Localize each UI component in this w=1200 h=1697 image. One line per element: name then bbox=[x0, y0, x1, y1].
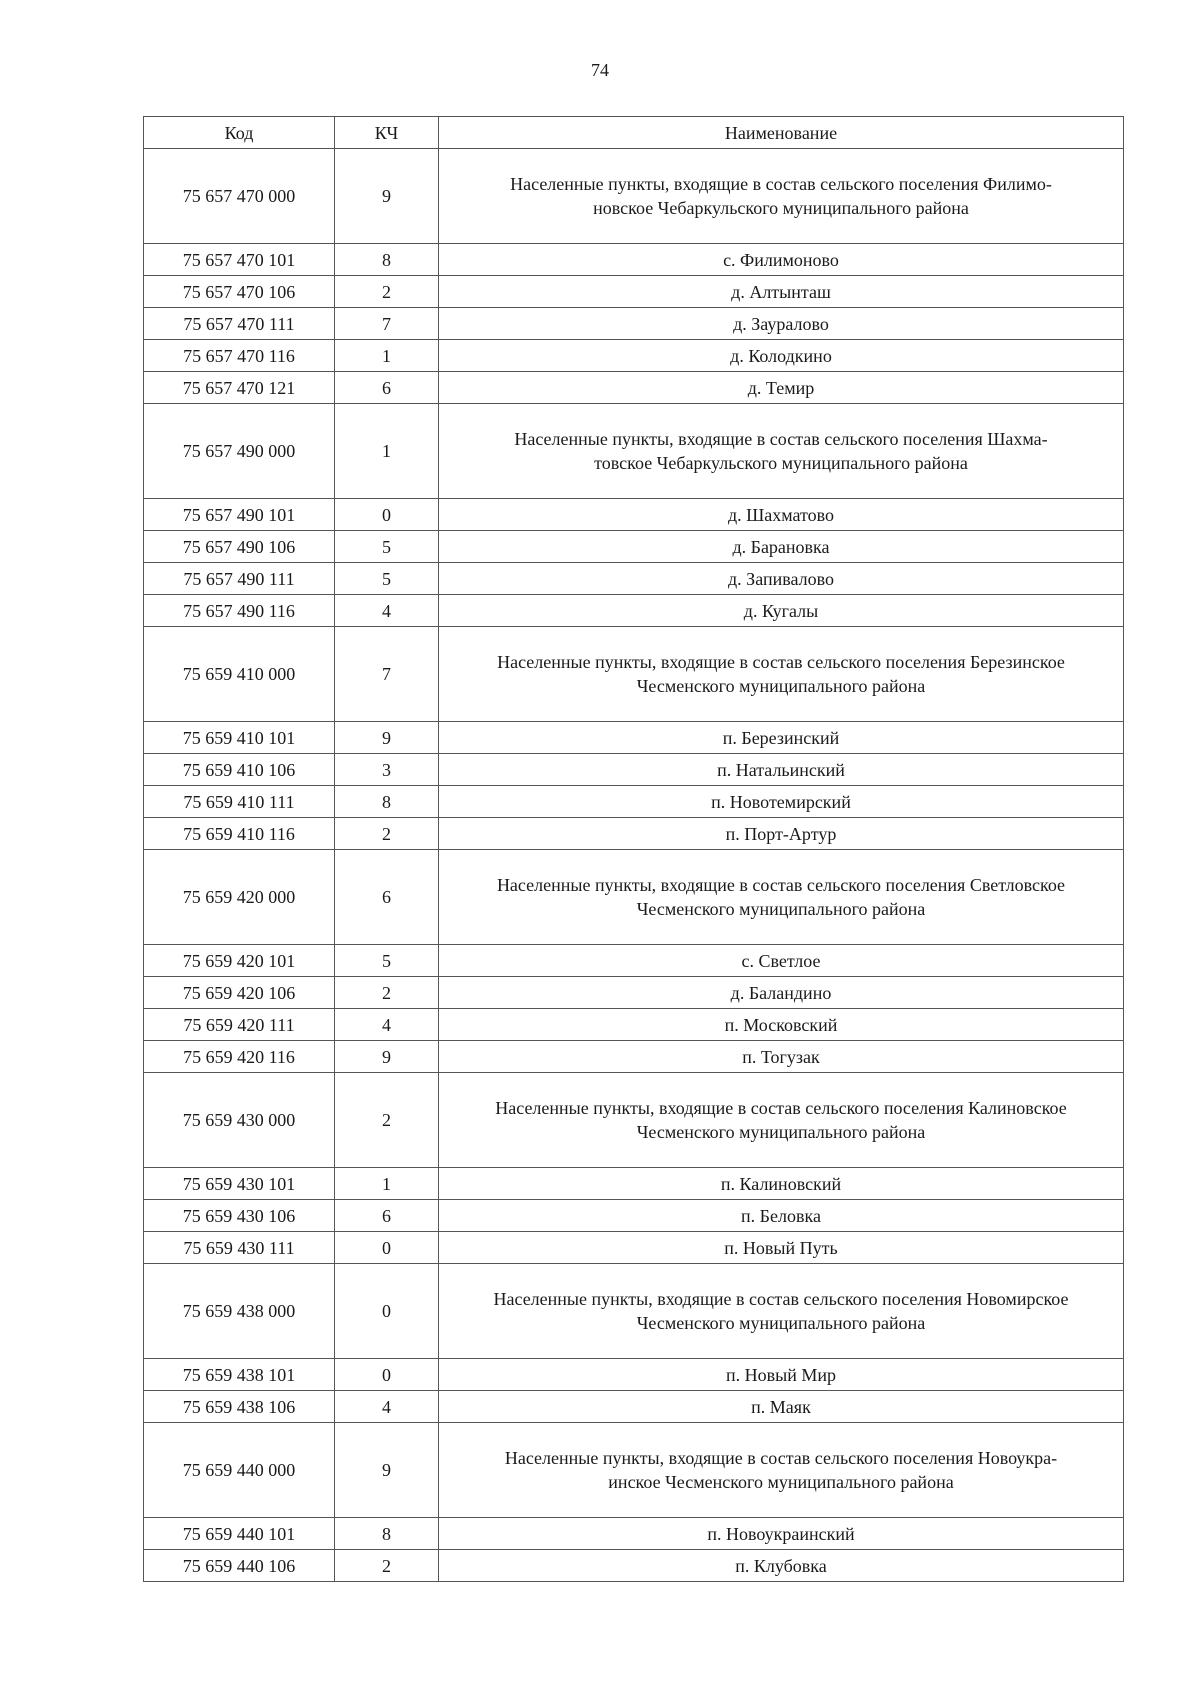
name-cell: Населенные пункты, входящие в состав сельского поселения Калиновское Чесменского муниципального района bbox=[439, 1073, 1124, 1168]
name-cell: с. Светлое bbox=[439, 945, 1124, 977]
name-cell: д. Темир bbox=[439, 372, 1124, 404]
column-header-name: Наименование bbox=[439, 117, 1124, 149]
table-row bbox=[144, 1550, 1124, 1582]
code-cell: 75 659 410 000 bbox=[144, 627, 335, 722]
name-cell: Населенные пункты, входящие в состав сельского поселения Филимо- новское Чебаркульского муниципального района bbox=[439, 149, 1124, 244]
table-row bbox=[144, 276, 1124, 308]
column-header-code: Код bbox=[144, 117, 335, 149]
check-cell: 9 bbox=[335, 149, 439, 244]
table-row bbox=[144, 1518, 1124, 1550]
code-cell: 75 659 410 101 bbox=[144, 722, 335, 754]
table-row bbox=[144, 754, 1124, 786]
name-cell: д. Алтынташ bbox=[439, 276, 1124, 308]
check-cell: 2 bbox=[335, 977, 439, 1009]
code-cell: 75 659 430 106 bbox=[144, 1200, 335, 1232]
code-cell: 75 659 430 111 bbox=[144, 1232, 335, 1264]
name-cell: п. Новотемирский bbox=[439, 786, 1124, 818]
check-cell: 0 bbox=[335, 1232, 439, 1264]
name-cell: п. Беловка bbox=[439, 1200, 1124, 1232]
name-cell: п. Березинский bbox=[439, 722, 1124, 754]
code-cell: 75 657 470 111 bbox=[144, 308, 335, 340]
table-row-group bbox=[144, 627, 1124, 722]
name-cell: п. Натальинский bbox=[439, 754, 1124, 786]
table-row-group bbox=[144, 1073, 1124, 1168]
name-cell: п. Новоукраинский bbox=[439, 1518, 1124, 1550]
code-cell: 75 659 438 000 bbox=[144, 1264, 335, 1359]
check-cell: 1 bbox=[335, 1168, 439, 1200]
table-row-group bbox=[144, 1264, 1124, 1359]
table-row bbox=[144, 340, 1124, 372]
check-cell: 6 bbox=[335, 850, 439, 945]
check-cell: 4 bbox=[335, 1009, 439, 1041]
check-cell: 9 bbox=[335, 1041, 439, 1073]
code-cell: 75 657 490 111 bbox=[144, 563, 335, 595]
name-cell: Населенные пункты, входящие в состав сельского поселения Шахма- товское Чебаркульского муниципального района bbox=[439, 404, 1124, 499]
check-cell: 5 bbox=[335, 563, 439, 595]
check-cell: 6 bbox=[335, 1200, 439, 1232]
code-cell: 75 657 470 106 bbox=[144, 276, 335, 308]
table-row bbox=[144, 563, 1124, 595]
table-row bbox=[144, 1232, 1124, 1264]
table-row bbox=[144, 595, 1124, 627]
table-row bbox=[144, 1200, 1124, 1232]
check-cell: 4 bbox=[335, 1391, 439, 1423]
table-row-group bbox=[144, 149, 1124, 244]
check-cell: 6 bbox=[335, 372, 439, 404]
code-cell: 75 659 440 106 bbox=[144, 1550, 335, 1582]
table-row bbox=[144, 1359, 1124, 1391]
check-cell: 8 bbox=[335, 244, 439, 276]
code-cell: 75 659 420 106 bbox=[144, 977, 335, 1009]
check-cell: 8 bbox=[335, 1518, 439, 1550]
name-cell: Населенные пункты, входящие в состав сельского поселения Березинское Чесменского муниципального района bbox=[439, 627, 1124, 722]
code-cell: 75 659 410 111 bbox=[144, 786, 335, 818]
check-cell: 5 bbox=[335, 945, 439, 977]
name-cell: п. Клубовка bbox=[439, 1550, 1124, 1582]
table-row bbox=[144, 722, 1124, 754]
check-cell: 1 bbox=[335, 404, 439, 499]
check-cell: 4 bbox=[335, 595, 439, 627]
check-cell: 1 bbox=[335, 340, 439, 372]
code-cell: 75 657 490 101 bbox=[144, 499, 335, 531]
table-row bbox=[144, 818, 1124, 850]
name-cell: д. Шахматово bbox=[439, 499, 1124, 531]
check-cell: 9 bbox=[335, 1423, 439, 1518]
name-cell: п. Маяк bbox=[439, 1391, 1124, 1423]
code-cell: 75 659 420 111 bbox=[144, 1009, 335, 1041]
okato-table bbox=[143, 116, 1124, 1582]
table-row bbox=[144, 1168, 1124, 1200]
code-cell: 75 659 420 000 bbox=[144, 850, 335, 945]
table-row bbox=[144, 1391, 1124, 1423]
code-cell: 75 657 490 106 bbox=[144, 531, 335, 563]
code-cell: 75 659 410 116 bbox=[144, 818, 335, 850]
name-cell: д. Зауралово bbox=[439, 308, 1124, 340]
code-cell: 75 659 420 116 bbox=[144, 1041, 335, 1073]
name-cell: д. Баландино bbox=[439, 977, 1124, 1009]
table-row bbox=[144, 308, 1124, 340]
name-cell: п. Тогузак bbox=[439, 1041, 1124, 1073]
code-cell: 75 659 438 101 bbox=[144, 1359, 335, 1391]
check-cell: 3 bbox=[335, 754, 439, 786]
check-cell: 5 bbox=[335, 531, 439, 563]
column-header-check: КЧ bbox=[335, 117, 439, 149]
table-row bbox=[144, 499, 1124, 531]
header-row bbox=[144, 117, 1124, 149]
check-cell: 2 bbox=[335, 1550, 439, 1582]
code-cell: 75 657 470 116 bbox=[144, 340, 335, 372]
code-cell: 75 657 470 101 bbox=[144, 244, 335, 276]
name-cell: п. Калиновский bbox=[439, 1168, 1124, 1200]
check-cell: 9 bbox=[335, 722, 439, 754]
check-cell: 7 bbox=[335, 308, 439, 340]
check-cell: 2 bbox=[335, 276, 439, 308]
table-header bbox=[144, 117, 1124, 149]
name-cell: д. Запивалово bbox=[439, 563, 1124, 595]
table-body bbox=[144, 149, 1124, 1582]
table-row-group bbox=[144, 850, 1124, 945]
table-row-group bbox=[144, 1423, 1124, 1518]
check-cell: 2 bbox=[335, 1073, 439, 1168]
code-cell: 75 659 430 101 bbox=[144, 1168, 335, 1200]
name-cell: п. Новый Путь bbox=[439, 1232, 1124, 1264]
code-cell: 75 659 440 000 bbox=[144, 1423, 335, 1518]
table-row-group bbox=[144, 404, 1124, 499]
check-cell: 0 bbox=[335, 1359, 439, 1391]
code-cell: 75 657 470 121 bbox=[144, 372, 335, 404]
check-cell: 0 bbox=[335, 499, 439, 531]
name-cell: Населенные пункты, входящие в состав сельского поселения Новомирское Чесменского муниципального района bbox=[439, 1264, 1124, 1359]
name-cell: с. Филимоново bbox=[439, 244, 1124, 276]
code-cell: 75 657 490 000 bbox=[144, 404, 335, 499]
table-row bbox=[144, 1009, 1124, 1041]
table-row bbox=[144, 945, 1124, 977]
table-row bbox=[144, 977, 1124, 1009]
table-row bbox=[144, 244, 1124, 276]
table-row bbox=[144, 1041, 1124, 1073]
name-cell: п. Московский bbox=[439, 1009, 1124, 1041]
code-cell: 75 657 470 000 bbox=[144, 149, 335, 244]
check-cell: 0 bbox=[335, 1264, 439, 1359]
check-cell: 7 bbox=[335, 627, 439, 722]
table-row bbox=[144, 786, 1124, 818]
code-cell: 75 659 420 101 bbox=[144, 945, 335, 977]
code-cell: 75 659 440 101 bbox=[144, 1518, 335, 1550]
check-cell: 8 bbox=[335, 786, 439, 818]
page-number: 74 bbox=[591, 60, 609, 80]
name-cell: Населенные пункты, входящие в состав сельского поселения Новоукра- инское Чесменского муниципального района bbox=[439, 1423, 1124, 1518]
code-cell: 75 657 490 116 bbox=[144, 595, 335, 627]
name-cell: п. Порт-Артур bbox=[439, 818, 1124, 850]
name-cell: п. Новый Мир bbox=[439, 1359, 1124, 1391]
name-cell: д. Колодкино bbox=[439, 340, 1124, 372]
check-cell: 2 bbox=[335, 818, 439, 850]
code-cell: 75 659 430 000 bbox=[144, 1073, 335, 1168]
code-cell: 75 659 410 106 bbox=[144, 754, 335, 786]
name-cell: д. Барановка bbox=[439, 531, 1124, 563]
table-row bbox=[144, 372, 1124, 404]
code-cell: 75 659 438 106 bbox=[144, 1391, 335, 1423]
name-cell: д. Кугалы bbox=[439, 595, 1124, 627]
table-row bbox=[144, 531, 1124, 563]
name-cell: Населенные пункты, входящие в состав сельского поселения Светловское Чесменского муниципального района bbox=[439, 850, 1124, 945]
